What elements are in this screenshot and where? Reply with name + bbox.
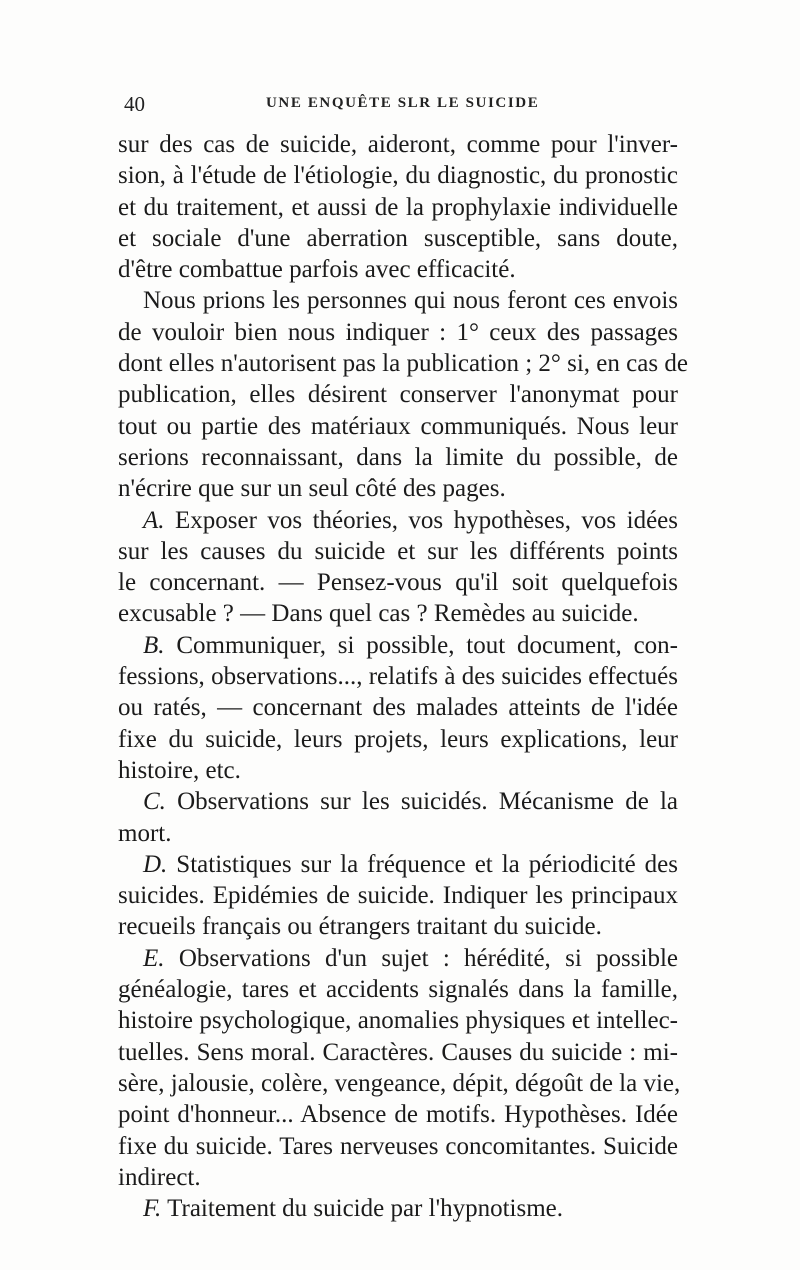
text-line: tout ou partie des matériaux communiqués. Nous leur (118, 412, 678, 440)
text-line (118, 1193, 678, 1224)
text-line: suicides. Epidémies de suicide. Indiquer les principaux (118, 882, 678, 910)
paragraph-continuation (118, 129, 678, 285)
text-line: sur les causes du suicide et sur les différents points (118, 537, 678, 565)
text-line: de vouloir bien nous indiquer : 1° ceux des passages (118, 318, 678, 346)
text-line: fessions, observations..., relatifs à des suicides effectués (118, 663, 678, 691)
item-text: Observations sur les suicidés. Mécanisme de la (165, 788, 678, 816)
text-line (118, 630, 678, 661)
text-line: et sociale d'une aberration susceptible, sans doute, (118, 224, 678, 252)
text-line: sion, à l'étude de l'étiologie, du diagnostic, du pronostic (118, 162, 678, 190)
text-line: dont elles n'autorisent pas la publication ; 2° si, en cas de (118, 350, 688, 378)
running-title: UNE ENQUÊTE SLR LE SUICIDE (266, 95, 540, 111)
text-line: serions reconnaissant, dans la limite du possible, de (118, 443, 678, 471)
text-line: indirect. (118, 1163, 201, 1191)
item-letter: E. (143, 944, 165, 972)
item-text: Communiquer, si possible, tout document, con- (164, 631, 678, 659)
item-letter: C. (143, 788, 166, 816)
text-line (118, 786, 678, 817)
item-text: Observations d'un sujet : hérédité, si possible (164, 944, 678, 972)
text-line (118, 849, 678, 880)
item-letter: F. (143, 1195, 162, 1223)
text-line: généalogie, tares et accidents signalés dans la famille, (118, 976, 678, 1004)
text-line: le concernant. — Pensez-vous qu'il soit quelquefois (118, 569, 678, 597)
text-line: fixe du suicide. Tares nerveuses concomitantes. Suicide (118, 1132, 678, 1160)
item-d (118, 849, 678, 943)
text-line: sur des cas de suicide, aideront, comme pour l'inver- (118, 131, 678, 158)
page-number: 40 (124, 92, 145, 116)
item-letter: B. (143, 631, 165, 659)
item-e (118, 943, 681, 1193)
text-line: histoire, etc. (118, 756, 241, 784)
text-line: excusable ? — Dans quel cas ? Remèdes au suicide. (118, 600, 639, 628)
item-text: Statistiques sur la fréquence et la périodicité des (167, 850, 678, 878)
body-text (118, 129, 688, 1224)
item-letter: A. (143, 506, 165, 534)
text-line: et du traitement, et aussi de la prophylaxie individuelle (118, 193, 678, 221)
text-line: publication, elles désirent conserver l'anonymat pour (118, 381, 678, 409)
item-f (118, 1193, 678, 1224)
text-line: d'être combattue parfois avec efficacité. (118, 256, 516, 284)
text-line: histoire psychologique, anomalies physiques et intellec- (118, 1007, 678, 1035)
item-text: Exposer vos théories, vos hypothèses, vos idées (164, 506, 678, 534)
running-head (124, 92, 676, 122)
text-line: mort. (118, 819, 172, 847)
text-line: fixe du suicide, leurs projets, leurs explications, leur (118, 725, 678, 753)
text-line: ou ratés, — concernant des malades atteints de l'idée (118, 694, 678, 722)
text-line: sère, jalousie, colère, vengeance, dépit, dégoût de la vie, (118, 1069, 681, 1097)
text-line: Nous prions les personnes qui nous feront ces envois (143, 287, 678, 315)
text-line: recueils français ou étrangers traitant du suicide. (118, 913, 602, 941)
text-line: n'écrire que sur un seul côté des pages. (118, 475, 506, 503)
item-c (118, 786, 678, 849)
text-line (118, 505, 678, 536)
paragraph-request (118, 285, 688, 504)
text-line (118, 943, 678, 974)
text-line: point d'honneur... Absence de motifs. Hypothèses. Idée (118, 1101, 678, 1129)
item-b (118, 630, 678, 786)
text-line: tuelles. Sens moral. Caractères. Causes du suicide : mi- (118, 1038, 678, 1066)
item-letter: D. (143, 850, 168, 878)
item-text: Traitement du suicide par l'hypnotisme. (161, 1195, 563, 1223)
item-a (118, 505, 678, 630)
